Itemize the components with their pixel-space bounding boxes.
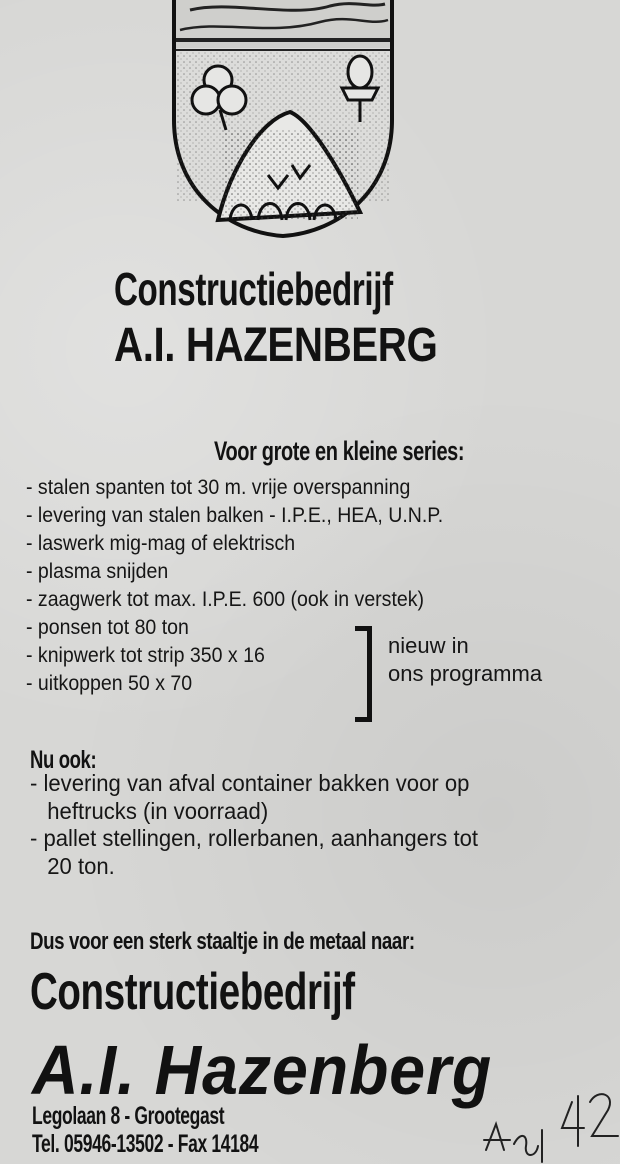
phone-fax: Tel. 05946-13502 - Fax 14184 <box>32 1130 259 1158</box>
footer-company-heading: Constructiebedrijf <box>30 963 355 1021</box>
list-item: - knipwerk tot strip 350 x 16 <box>26 644 265 667</box>
list-item: - uitkoppen 50 x 70 <box>26 672 193 695</box>
nu-ook-heading: Nu ook: <box>30 746 97 774</box>
list-item: - pallet stellingen, rollerbanen, aanhangers tot <box>30 825 479 851</box>
tagline: Dus voor een sterk staaltje in de metaal naar: <box>30 928 415 955</box>
list-item-continuation: heftrucks (in voorraad) <box>47 797 269 824</box>
list-item: - zaagwerk tot max. I.P.E. 600 (ook in verstek) <box>26 588 425 611</box>
bracket-divider <box>355 626 372 722</box>
new-note-line-2: ons programma <box>388 661 543 686</box>
list-item: - ponsen tot 80 ton <box>26 616 189 639</box>
coat-of-arms-icon <box>170 0 396 240</box>
series-heading: Voor grote en kleine series: <box>214 436 465 466</box>
company-heading: Constructiebedrijf <box>114 263 393 315</box>
company-name-heading: A.I. HAZENBERG <box>114 319 438 372</box>
address: Legolaan 8 - Grootegast <box>32 1102 225 1130</box>
list-item: - levering van stalen balken - I.P.E., HEA, U.N.P. <box>26 504 444 527</box>
new-note-line-1: nieuw in <box>388 633 469 658</box>
footer-company-name: A.I. Hazenberg <box>32 1031 493 1109</box>
list-item: - plasma snijden <box>26 560 169 583</box>
list-item-continuation: 20 ton. <box>47 852 115 879</box>
list-item: - laswerk mig-mag of elektrisch <box>26 532 296 555</box>
list-item: - stalen spanten tot 30 m. vrije overspanning <box>26 476 411 499</box>
handwritten-note <box>480 1080 620 1164</box>
new-in-program-note <box>388 632 542 688</box>
nu-ook-list <box>30 770 497 880</box>
list-item: - levering van afval container bakken voor op <box>30 770 470 796</box>
